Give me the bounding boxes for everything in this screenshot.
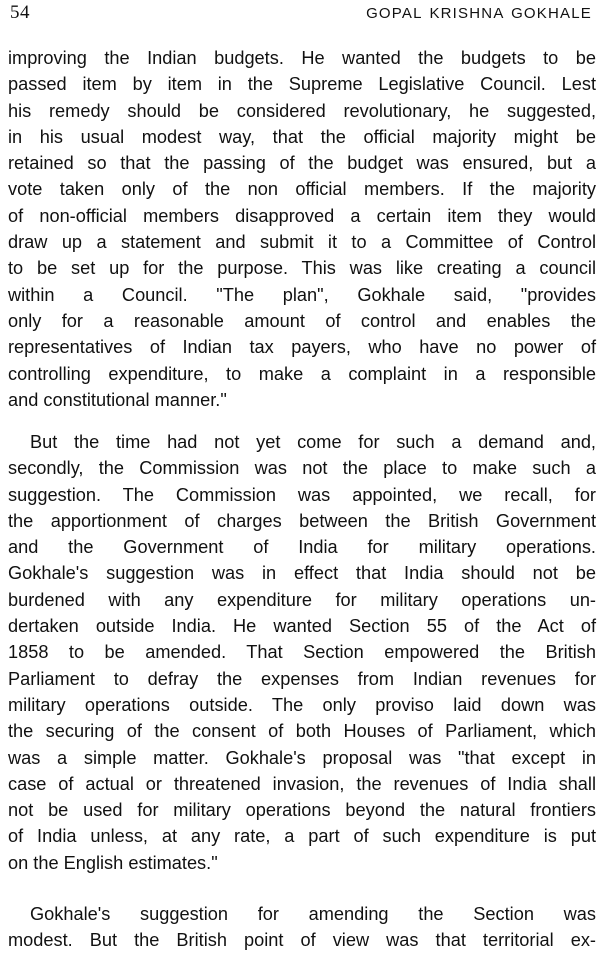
text-line: the securing of the consent of both Houses of Parliament, which bbox=[8, 721, 596, 742]
text-line: his remedy should be considered revolutionary, he suggested, bbox=[8, 100, 596, 121]
text-line: But the time had not yet come for such a demand and, bbox=[30, 432, 596, 452]
paragraph-3 bbox=[8, 901, 596, 954]
text-line: and constitutional manner." bbox=[8, 389, 227, 410]
text-line: Parliament to defray the expenses from Indian revenues for bbox=[8, 668, 596, 689]
text-line: within a Council. "The plan", Gokhale said, "provides bbox=[8, 284, 596, 305]
text-line: 1858 to be amended. That Section empowered the British bbox=[8, 642, 596, 663]
text-line: the apportionment of charges between the British Government bbox=[8, 510, 596, 531]
text-line: military operations outside. The only proviso laid down was bbox=[8, 694, 596, 715]
text-line: case of actual or threatened invasion, the revenues of India shall bbox=[8, 773, 596, 794]
text-line: retained so that the passing of the budget was ensured, but a bbox=[8, 153, 596, 174]
text-line: Gokhale's suggestion was in effect that India should not be bbox=[8, 563, 596, 584]
text-line: of non-official members disapproved a certain item they would bbox=[8, 205, 596, 226]
text-line: secondly, the Commission was not the place to make such a bbox=[8, 458, 596, 479]
text-line: draw up a statement and submit it to a Committee of Control bbox=[8, 232, 596, 253]
text-line: was a simple matter. Gokhale's proposal was "that except in bbox=[8, 747, 596, 768]
text-line: controlling expenditure, to make a complaint in a responsible bbox=[8, 363, 596, 384]
paragraph-2 bbox=[8, 429, 596, 876]
text-line: representatives of Indian tax payers, who have no power of bbox=[8, 337, 596, 358]
text-line: burdened with any expenditure for military operations un- bbox=[8, 589, 596, 610]
text-line: and the Government of India for military operations. bbox=[8, 537, 596, 558]
text-line: not be used for military operations beyond the natural frontiers bbox=[8, 800, 596, 821]
text-line: passed item by item in the Supreme Legislative Council. Lest bbox=[8, 74, 596, 95]
page-number: 54 bbox=[10, 2, 30, 23]
running-head: GOPAL KRISHNA GOKHALE bbox=[366, 5, 592, 22]
text-line: in his usual modest way, that the official majority might be bbox=[8, 126, 596, 147]
page-header bbox=[10, 2, 592, 28]
text-line: of India unless, at any rate, a part of such expenditure is put bbox=[8, 826, 596, 847]
text-line: improving the Indian budgets. He wanted the budgets to be bbox=[8, 48, 596, 68]
text-line: suggestion. The Commission was appointed, we recall, for bbox=[8, 484, 596, 505]
text-line: dertaken outside India. He wanted Section 55 of the Act of bbox=[8, 616, 596, 637]
text-line: only for a reasonable amount of control and enables the bbox=[8, 310, 596, 331]
text-line: modest. But the British point of view was that territorial ex- bbox=[8, 930, 596, 951]
text-line: vote taken only of the non official members. If the majority bbox=[8, 179, 596, 200]
text-line: on the English estimates." bbox=[8, 852, 218, 873]
text-line: Gokhale's suggestion for amending the Section was bbox=[30, 904, 596, 924]
text-line: to be set up for the purpose. This was like creating a council bbox=[8, 258, 596, 279]
paragraph-1 bbox=[8, 45, 596, 413]
